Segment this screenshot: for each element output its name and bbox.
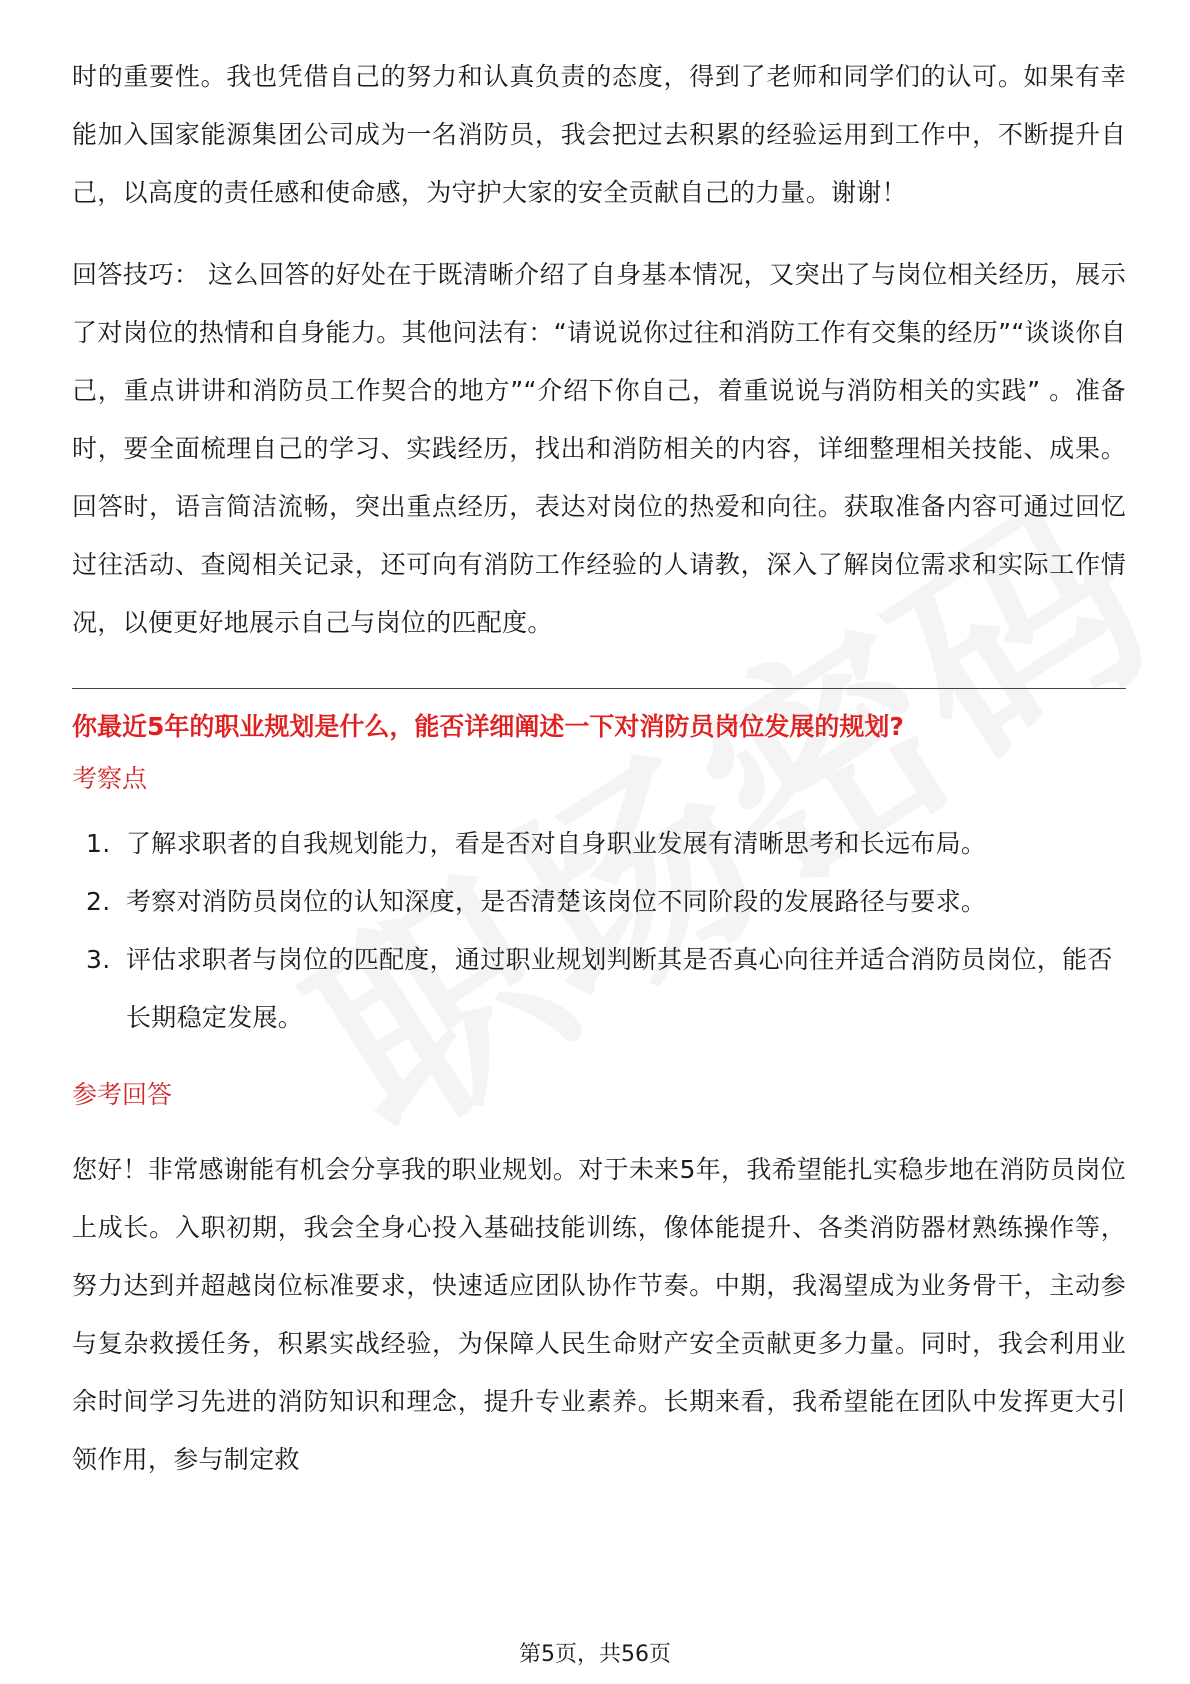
page-number-footer: 第5页，共56页: [519, 1642, 671, 1667]
page-content: [72, 48, 1126, 1489]
list-item-text: 评估求职者与岗位的匹配度，通过职业规划判断其是否真心向往并适合消防员岗位，能否长期稳定发展。: [126, 945, 1113, 1032]
exam-points-heading: 考察点: [72, 764, 148, 793]
list-item: [72, 815, 1126, 873]
answer-tips-paragraph: 回答技巧： 这么回答的好处在于既清晰介绍了自身基本情况，又突出了与岗位相关经历，展示了对岗位的热情和自身能力。其他问法有：“请说说你过往和消防工作有交集的经历”“谈谈你自己，重点讲讲和消防员工作契合的地方”“介绍下你自己，着重说说与消防相关的实践” 。准备时，要全面梳理自己的学习、实践经历，找出和消防相关的内容，详细整理相关技能、成果。回答时，语言简洁流畅，突出重点经历，表达对岗位的热爱和向往。获取准备内容可通过回忆过往活动、查阅相关记录，还可向有消防工作经验的人请教，深入了解岗位需求和实际工作情况，以便更好地展示自己与岗位的匹配度。: [72, 260, 1126, 637]
intro-paragraph: 时的重要性。我也凭借自己的努力和认真负责的态度，得到了老师和同学们的认可。如果有幸能加入国家能源集团公司成为一名消防员，我会把过去积累的经验运用到工作中，不断提升自己，以高度的责任感和使命感，为守护大家的安全贡献自己的力量。谢谢！: [72, 62, 1126, 207]
section-divider: [72, 688, 1126, 689]
reference-answer-paragraph: 您好！非常感谢能有机会分享我的职业规划。对于未来5年，我希望能扎实稳步地在消防员岗位上成长。入职初期，我会全身心投入基础技能训练，像体能提升、各类消防器材熟练操作等，努力达到并超越岗位标准要求，快速适应团队协作节奏。中期，我渴望成为业务骨干，主动参与复杂救援任务，积累实战经验，为保障人民生命财产安全贡献更多力量。同时，我会利用业余时间学习先进的消防知识和理念，提升专业素养。长期来看，我希望能在团队中发挥更大引领作用，参与制定救: [72, 1155, 1126, 1474]
list-item: [72, 931, 1126, 1047]
list-item: [72, 873, 1126, 931]
list-item-number: 1.: [86, 829, 111, 858]
list-item-text: 了解求职者的自我规划能力，看是否对自身职业发展有清晰思考和长远布局。: [126, 829, 987, 858]
list-item-text: 考察对消防员岗位的认知深度，是否清楚该岗位不同阶段的发展路径与要求。: [126, 887, 987, 916]
exam-points-list: [72, 815, 1126, 1047]
question-heading: 你最近5年的职业规划是什么，能否详细阐述一下对消防员岗位发展的规划?: [72, 712, 904, 741]
reference-answer-heading: 参考回答: [72, 1080, 173, 1109]
list-item-number: 3.: [86, 945, 111, 974]
list-item-number: 2.: [86, 887, 111, 916]
